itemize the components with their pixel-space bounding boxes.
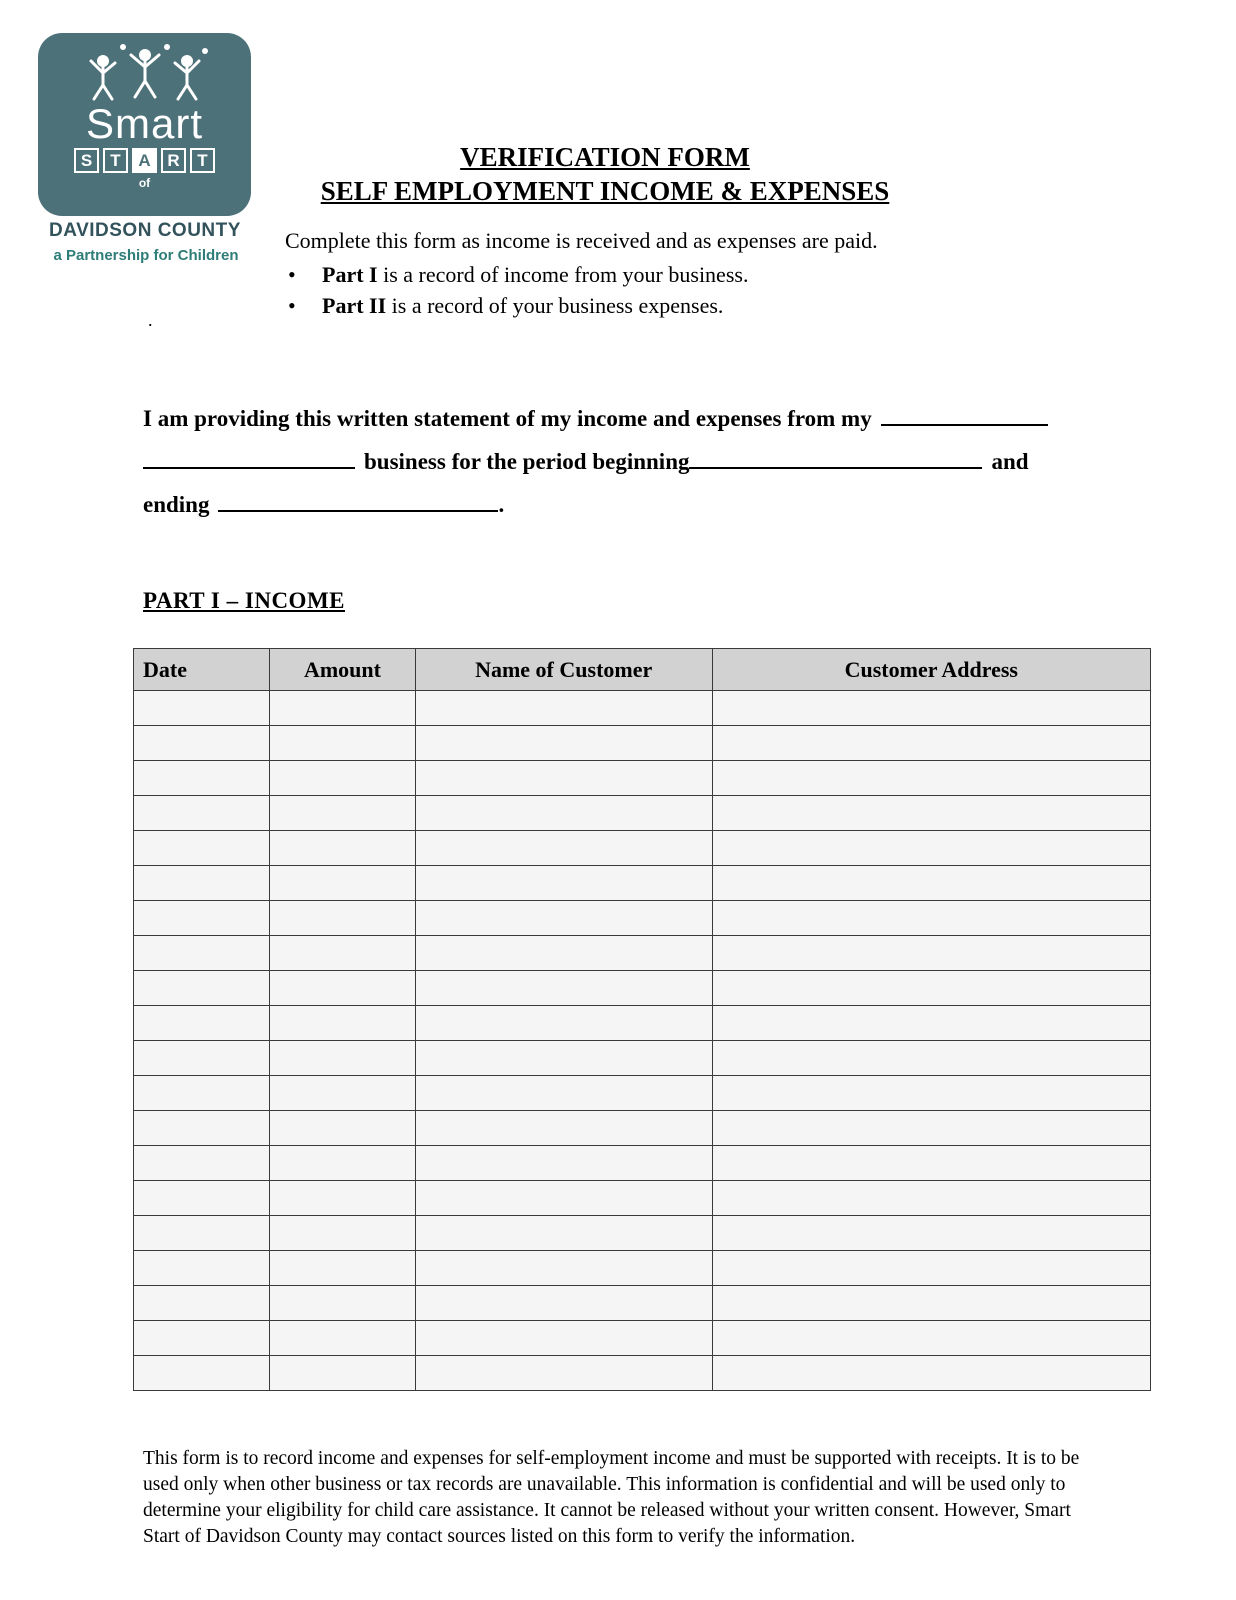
table-cell: [134, 1111, 270, 1146]
table-cell: [415, 1041, 712, 1076]
table-cell: [712, 831, 1150, 866]
table-cell: [712, 936, 1150, 971]
table-cell: [415, 1251, 712, 1286]
table-row: [134, 796, 1151, 831]
stray-period: .: [148, 310, 153, 330]
table-row: [134, 1041, 1151, 1076]
table-cell: [415, 1006, 712, 1041]
table-cell: [415, 1216, 712, 1251]
table-row: [134, 1216, 1151, 1251]
table-cell: [712, 1251, 1150, 1286]
table-cell: [134, 761, 270, 796]
table-cell: [270, 1041, 415, 1076]
table-row: [134, 691, 1151, 726]
table-cell: [415, 761, 712, 796]
table-cell: [134, 1006, 270, 1041]
column-header: Customer Address: [712, 649, 1150, 691]
intro-text: Complete this form as income is received and as expenses are paid.: [285, 228, 878, 253]
table-cell: [712, 866, 1150, 901]
table-cell: [134, 1216, 270, 1251]
bullet-text: is a record of income from your business.: [377, 262, 749, 287]
table-cell: [712, 1111, 1150, 1146]
table-cell: [270, 831, 415, 866]
table-cell: [712, 1216, 1150, 1251]
table-cell: [134, 1076, 270, 1111]
table-row: [134, 831, 1151, 866]
table-cell: [712, 1321, 1150, 1356]
table-cell: [415, 866, 712, 901]
table-cell: [270, 1286, 415, 1321]
table-cell: [270, 1006, 415, 1041]
table-row: [134, 1111, 1151, 1146]
statement-paragraph: [143, 404, 1103, 533]
table-cell: [270, 1216, 415, 1251]
form-title-line1: VERIFICATION FORM: [460, 142, 750, 172]
table-cell: [415, 796, 712, 831]
statement-text: I am providing this written statement of my income and expenses from my: [143, 406, 872, 431]
table-row: [134, 1321, 1151, 1356]
table-cell: [712, 1181, 1150, 1216]
table-cell: [415, 726, 712, 761]
blank-business-name-1: [881, 404, 1048, 426]
table-row: [134, 1251, 1151, 1286]
bullet-text: is a record of your business expenses.: [386, 293, 724, 318]
table-cell: [415, 971, 712, 1006]
logo-block-letter: T: [190, 148, 215, 173]
table-cell: [134, 1321, 270, 1356]
table-cell: [270, 1356, 415, 1391]
column-header: Name of Customer: [415, 649, 712, 691]
income-table: [133, 648, 1151, 1391]
table-cell: [134, 1251, 270, 1286]
table-row: [134, 936, 1151, 971]
table-cell: [415, 936, 712, 971]
table-cell: [270, 1321, 415, 1356]
logo-block-letter: R: [161, 148, 186, 173]
logo-block-letter: S: [74, 148, 99, 173]
logo-county-text: DAVIDSON COUNTY: [49, 220, 241, 241]
table-cell: [415, 1181, 712, 1216]
table-cell: [712, 1146, 1150, 1181]
table-cell: [415, 1286, 712, 1321]
table-cell: [134, 1041, 270, 1076]
table-cell: [415, 691, 712, 726]
table-cell: [415, 1146, 712, 1181]
table-cell: [712, 1076, 1150, 1111]
table-cell: [134, 726, 270, 761]
table-row: [134, 1146, 1151, 1181]
bullet-bold-label: Part I: [322, 262, 378, 287]
table-cell: [134, 971, 270, 1006]
table-cell: [134, 1181, 270, 1216]
table-cell: [270, 691, 415, 726]
statement-text: business for the period beginning: [364, 449, 690, 474]
table-row: [134, 901, 1151, 936]
table-row: [134, 1356, 1151, 1391]
income-table-head: [134, 649, 1151, 691]
table-cell: [712, 1041, 1150, 1076]
table-cell: [415, 1076, 712, 1111]
table-cell: [712, 1286, 1150, 1321]
table-cell: [270, 1146, 415, 1181]
table-cell: [134, 831, 270, 866]
table-cell: [415, 1356, 712, 1391]
logo-smart-text: Smart: [85, 100, 203, 147]
table-cell: [134, 936, 270, 971]
blank-business-name-2: [143, 447, 355, 469]
table-cell: [712, 901, 1150, 936]
table-cell: [270, 1111, 415, 1146]
part1-heading: PART I – INCOME: [143, 588, 345, 613]
table-cell: [270, 866, 415, 901]
table-row: [134, 1181, 1151, 1216]
footer-note: This form is to record income and expenses for self-employment income and must be supported with receipts. It is to be used only when other business or tax records are unavailable. This information is confidential and will be used only to determine your eligibility for child care assistance. It cannot be released without your written consent. However, Smart Start of Davidson County may contact sources listed on this form to verify the information.: [143, 1448, 1080, 1547]
column-header: Date: [134, 649, 270, 691]
table-cell: [270, 1251, 415, 1286]
logo-block-letter: T: [103, 148, 128, 173]
table-cell: [415, 1321, 712, 1356]
table-cell: [270, 796, 415, 831]
table-cell: [712, 691, 1150, 726]
statement-text: ending: [143, 492, 210, 517]
bullet-item-part2: [288, 290, 748, 321]
table-cell: [712, 761, 1150, 796]
blank-period-ending: [218, 490, 498, 512]
income-table-header-row: [134, 649, 1151, 691]
statement-line-2: [143, 447, 1103, 490]
table-cell: [270, 726, 415, 761]
table-cell: [712, 1006, 1150, 1041]
table-cell: [134, 901, 270, 936]
table-cell: [270, 936, 415, 971]
table-cell: [134, 691, 270, 726]
form-title: [0, 140, 1223, 208]
table-row: [134, 971, 1151, 1006]
bullet-list: [288, 259, 748, 321]
table-row: [134, 1006, 1151, 1041]
table-cell: [270, 971, 415, 1006]
table-cell: [270, 901, 415, 936]
table-cell: [270, 761, 415, 796]
table-row: [134, 726, 1151, 761]
table-cell: [415, 831, 712, 866]
table-cell: [134, 866, 270, 901]
statement-line-3: [143, 490, 1103, 533]
table-row: [134, 1286, 1151, 1321]
column-header: Amount: [270, 649, 415, 691]
table-cell: [270, 1181, 415, 1216]
table-row: [134, 1076, 1151, 1111]
logo-of-text: of: [138, 176, 151, 190]
blank-period-beginning: [689, 447, 982, 469]
bullet-item-part1: [288, 259, 748, 290]
table-cell: [712, 1356, 1150, 1391]
table-cell: [712, 796, 1150, 831]
table-row: [134, 866, 1151, 901]
table-cell: [415, 1111, 712, 1146]
bullet-bold-label: Part II: [322, 293, 387, 318]
statement-line-1: [143, 404, 1103, 447]
logo-block-letter: A: [132, 148, 157, 173]
table-cell: [415, 901, 712, 936]
statement-text: and: [991, 449, 1029, 474]
table-cell: [134, 1286, 270, 1321]
form-title-line2: SELF EMPLOYMENT INCOME & EXPENSES: [320, 176, 890, 206]
logo-tagline: a Partnership for Children: [53, 247, 239, 264]
table-cell: [712, 726, 1150, 761]
table-row: [134, 761, 1151, 796]
table-cell: [134, 1356, 270, 1391]
table-cell: [712, 971, 1150, 1006]
statement-text: .: [498, 492, 505, 517]
table-cell: [134, 1146, 270, 1181]
table-cell: [134, 796, 270, 831]
income-table-body: [134, 691, 1151, 1391]
table-cell: [270, 1076, 415, 1111]
